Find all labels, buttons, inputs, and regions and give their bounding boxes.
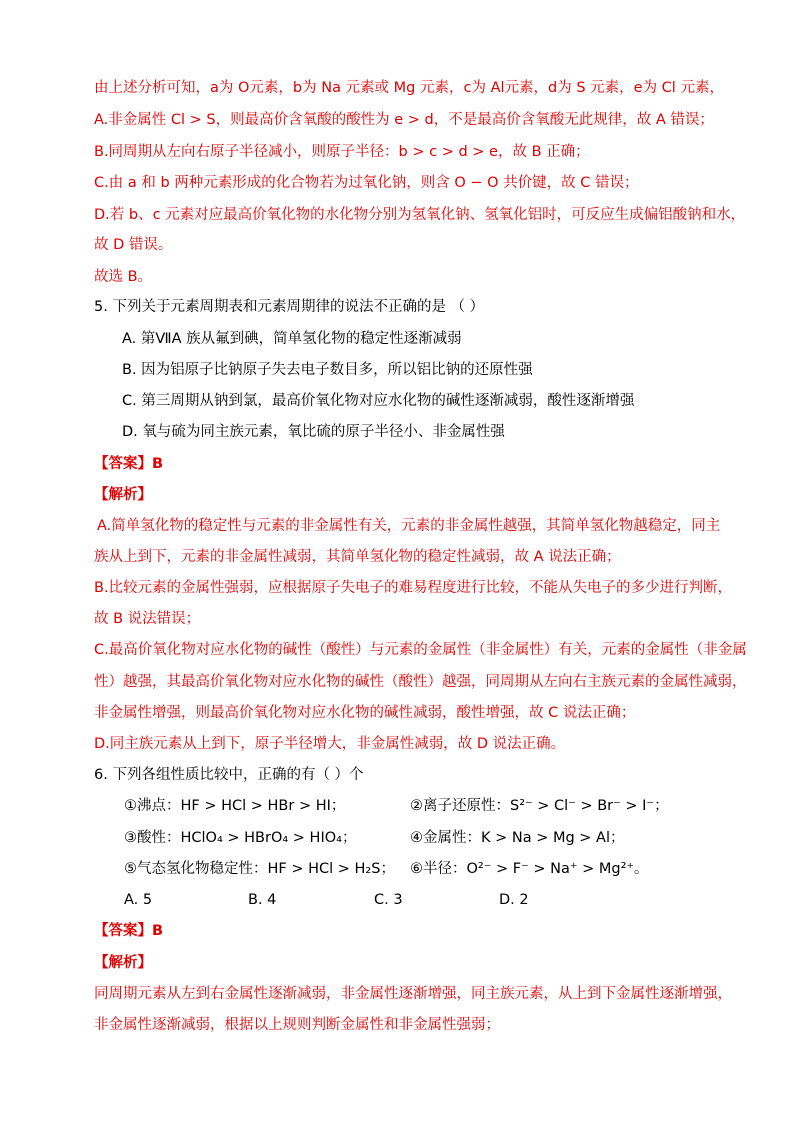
q6-analysis-line-1: 同周期元素从左到右金属性逐渐减弱，非金属性逐渐增强，同主族元素，从上到下金属性逐渐增强， [94,986,732,1002]
q6-item-2: ②离子还原性：S²⁻ > Cl⁻ > Br⁻ > I⁻； [410,798,669,814]
q6-analysis-line-2: 非金属性逐渐减弱，根据以上规则判断金属性和非金属性强弱； [94,1017,500,1033]
q5-option-b: B. 因为铝原子比钠原子失去电子数目多，所以铝比钠的还原性强 [122,362,533,378]
prev-analysis-line-1: 由上述分析可知，a为 O元素，b为 Na 元素或 Mg 元素，c为 Al元素，d为 S 元素，e为 Cl 元素， [94,80,724,96]
q6-choice-a: A. 5 [124,892,153,908]
q6-item-1: ①沸点：HF > HCl > HBr > HI； [124,798,346,814]
q5-option-a: A. 第ⅦA 族从氟到碘，简单氢化物的稳定性逐渐减弱 [122,331,462,347]
prev-analysis-line-5: D.若 b、c 元素对应最高价氧化物的水化物分别为氢氧化钠、氢氧化铝时，可反应生成偏铝酸钠和水， [94,207,746,223]
q6-item-6: ⑥半径：O²⁻ > F⁻ > Na⁺ > Mg²⁺。 [410,861,649,877]
q6-item-4: ④金属性：K > Na > Mg > Al； [410,830,625,846]
q5-analysis-line-7: 非金属性增强，则最高价氧化物对应水化物的碱性减弱，酸性增强，故 C 说法正确； [94,705,636,721]
q5-analysis-line-3: B.比较元素的金属性强弱，应根据原子失电子的难易程度进行比较，不能从失电子的多少进行判断， [94,580,733,596]
q5-analysis-line-1: A.简单氢化物的稳定性与元素的非金属性有关，元素的非金属性越强，其简单氢化物越稳定，同主 [97,518,721,534]
q5-stem: 5. 下列关于元素周期表和元素周期律的说法不正确的是 （ ） [94,299,485,315]
q5-option-d: D. 氧与硫为同主族元素，氧比硫的原子半径小、非金属性强 [122,424,505,440]
prev-analysis-line-4: C.由 a 和 b 两种元素形成的化合物若为过氧化钠，则含 O − O 共价键，故 C 错误； [94,175,639,191]
q5-analysis-line-6: 性）越强，其最高价氧化物对应水化物的碱性（酸性）越强，同周期从左向右主族元素的金属性减弱， [94,674,747,690]
prev-analysis-line-2: A.非金属性 Cl > S，则最高价含氧酸的酸性为 e > d，不是最高价含氧酸无此规律，故 A 错误； [94,112,714,128]
q6-item-5: ⑤气态氢化物稳定性：HF > HCl > H₂S； [124,861,395,877]
q5-analysis-title: 【解析】 [94,487,152,503]
q6-choice-d: D. 2 [499,892,529,908]
q6-analysis-title: 【解析】 [94,955,152,971]
q5-analysis-line-4: 故 B 说法错误； [94,611,201,627]
q6-choice-c: C. 3 [374,892,403,908]
q6-answer: 【答案】B [94,923,164,939]
q6-stem: 6. 下列各组性质比较中，正确的有（ ）个 [94,767,364,783]
prev-analysis-line-6: 故 D 错误。 [94,237,173,253]
q5-analysis-line-5: C.最高价氧化物对应水化物的碱性（酸性）与元素的金属性（非金属性）有关，元素的金属性（非金属 [94,642,747,658]
q5-analysis-line-2: 族从上到下，元素的非金属性减弱，其简单氢化物的稳定性减弱，故 A 说法正确； [94,549,621,565]
q5-option-c: C. 第三周期从钠到氯，最高价氧化物对应水化物的碱性逐渐减弱，酸性逐渐增强 [122,393,635,409]
q5-analysis-line-8: D.同主族元素从上到下，原子半径增大，非金属性减弱，故 D 说法正确。 [94,736,566,752]
q6-choice-b: B. 4 [248,892,277,908]
q6-item-3: ③酸性：HClO₄ > HBrO₄ > HIO₄； [124,830,357,846]
prev-analysis-line-3: B.同周期从左向右原子半径减小，则原子半径：b > c > d > e，故 B 正确； [94,144,590,160]
prev-analysis-line-7: 故选 B。 [94,269,153,285]
q5-answer: 【答案】B [94,456,164,472]
